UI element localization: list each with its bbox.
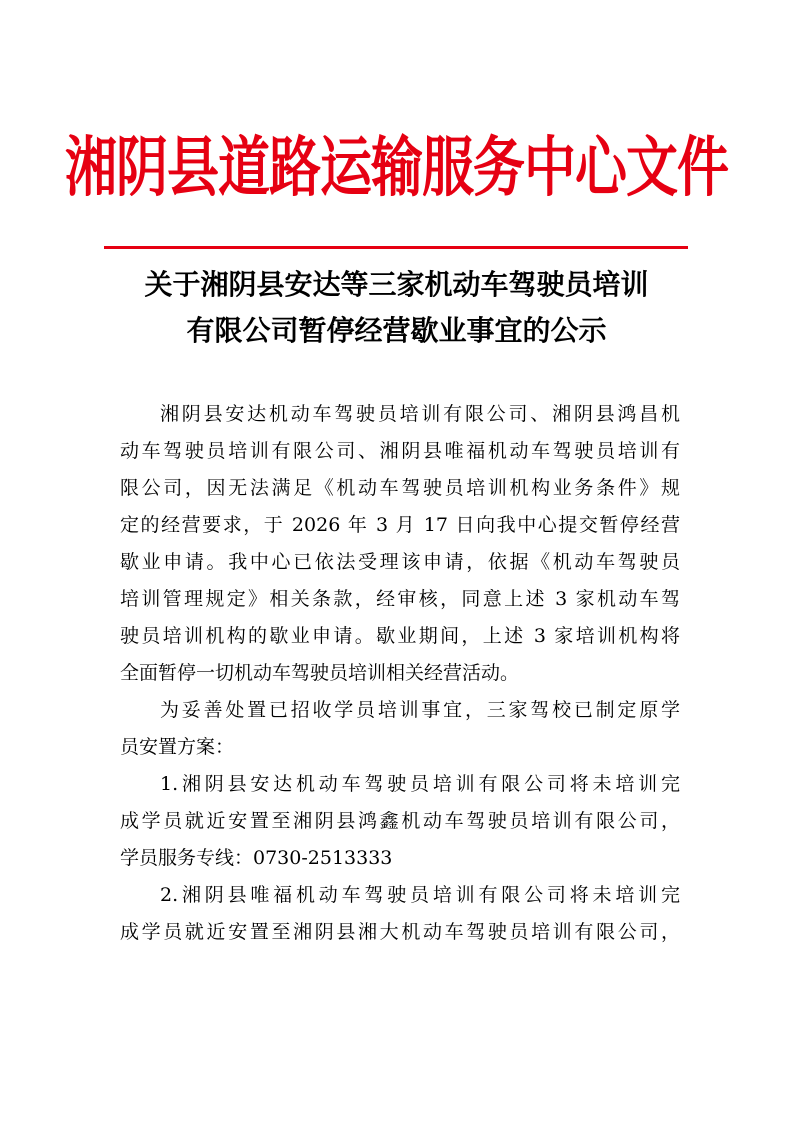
body-line: 驶员培训机构的歇业申请。歇业期间，上述 3 家培训机构将 <box>120 625 680 647</box>
body-line: 定的经营要求，于 2026 年 3 月 17 日向我中心提交暂停经营 <box>120 514 680 536</box>
document-body <box>120 396 680 951</box>
body-line: 员安置方案： <box>120 736 235 758</box>
title-line: 关于湘阴县安达等三家机动车驾驶员培训 <box>144 268 649 301</box>
body-line: 学员服务专线：0730-2513333 <box>120 847 393 869</box>
body-line: 培训管理规定》相关条款，经审核，同意上述 3 家机动车驾 <box>120 588 680 610</box>
body-line: 歇业申请。我中心已依法受理该申请，依据《机动车驾驶员 <box>120 551 680 573</box>
body-line: 限公司，因无法满足《机动车驾驶员培训机构业务条件》规 <box>120 477 680 499</box>
body-line: 成学员就近安置至湘阴县鸿鑫机动车驾驶员培训有限公司， <box>120 810 680 832</box>
body-line: 为妥善处置已招收学员培训事宜，三家驾校已制定原学 <box>160 699 680 721</box>
body-line: 动车驾驶员培训有限公司、湘阴县唯福机动车驾驶员培训有 <box>120 440 680 462</box>
body-line: 2.湘阴县唯福机动车驾驶员培训有限公司将未培训完 <box>160 884 680 906</box>
title-line: 有限公司暂停经营歇业事宜的公示 <box>186 314 607 347</box>
body-line: 成学员就近安置至湘阴县湘大机动车驾驶员培训有限公司， <box>120 921 680 943</box>
body-line: 全面暂停一切机动车驾驶员培训相关经营活动。 <box>120 662 520 684</box>
masthead-title: 湘阴县道路运输服务中心文件 <box>64 129 728 206</box>
body-line: 湘阴县安达机动车驾驶员培训有限公司、湘阴县鸿昌机 <box>160 403 680 425</box>
red-divider-rule <box>104 246 688 249</box>
body-line: 1.湘阴县安达机动车驾驶员培训有限公司将未培训完 <box>160 773 680 795</box>
document-title <box>0 262 793 354</box>
